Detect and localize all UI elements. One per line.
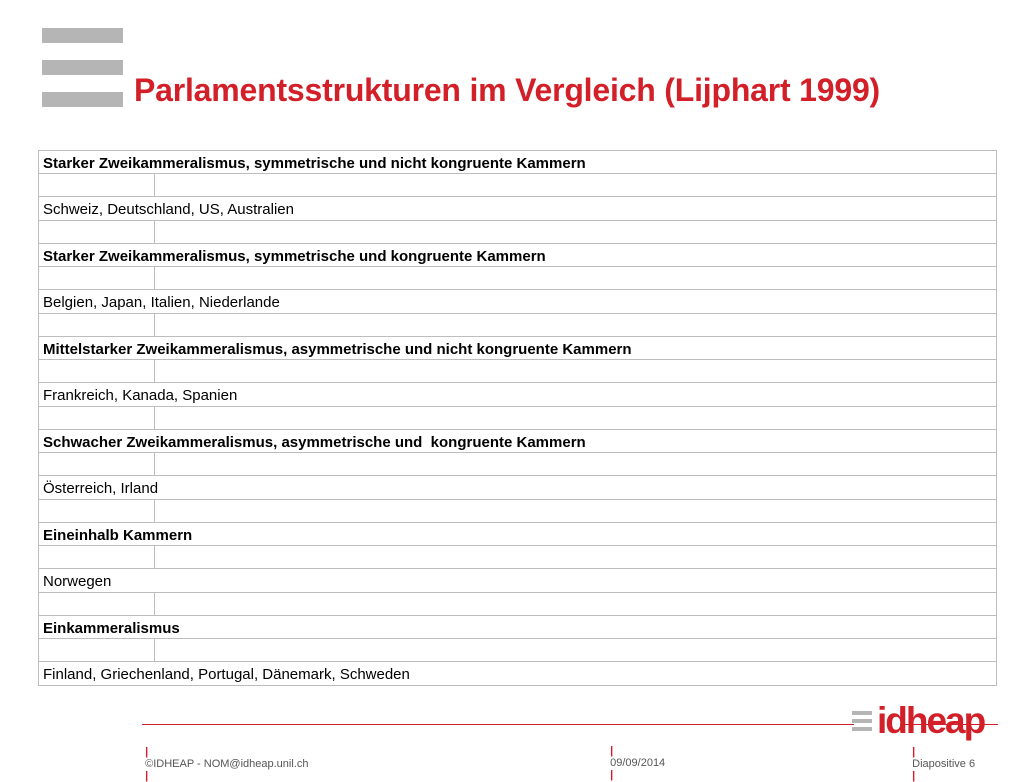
table-category-row	[39, 337, 997, 360]
cell-divider	[154, 407, 155, 429]
logo-bar	[42, 60, 123, 75]
table-category-row	[39, 616, 997, 639]
category-label: Schwacher Zweikammeralismus, asymmetrische und kongruente Kammern	[43, 434, 586, 451]
footer-divider	[142, 724, 854, 725]
footer-slide-number: | Diapositive 6 |	[912, 746, 976, 782]
countries-label: Norwegen	[43, 573, 112, 590]
cell-divider	[154, 639, 155, 661]
countries-label: Österreich, Irland	[43, 480, 159, 497]
table-spacer-row	[39, 639, 997, 662]
countries-label: Frankreich, Kanada, Spanien	[43, 387, 238, 404]
category-label: Starker Zweikammeralismus, symmetrische und nicht kongruente Kammern	[43, 155, 586, 172]
table-category-row	[39, 151, 997, 174]
footer-slide-number-text: Diapositive 6	[912, 758, 976, 770]
footer-date: | 09/09/2014 |	[610, 745, 666, 781]
cell-divider	[154, 360, 155, 382]
cell-divider	[154, 221, 155, 243]
slide-title: Parlamentsstrukturen im Vergleich (Lijphart 1999)	[134, 72, 881, 108]
brand-wordmark: idheap	[877, 700, 985, 741]
table-spacer-row	[39, 500, 997, 523]
footer-date-text: 09/09/2014	[610, 757, 666, 769]
table-category-row	[39, 430, 997, 453]
logo-bar	[42, 28, 123, 43]
table-spacer-row	[39, 174, 997, 197]
category-label: Mittelstarker Zweikammeralismus, asymmetrische und nicht kongruente Kammern	[43, 341, 632, 358]
table-spacer-row	[39, 407, 997, 430]
table-countries-row	[39, 662, 997, 686]
category-label: Eineinhalb Kammern	[43, 527, 193, 544]
table-spacer-row	[39, 453, 997, 476]
logo-bars-icon	[42, 28, 123, 108]
cell-divider	[154, 453, 155, 475]
cell-divider	[154, 267, 155, 289]
table-category-row	[39, 523, 997, 546]
cell-divider	[154, 500, 155, 522]
table-spacer-row	[39, 221, 997, 244]
cell-divider	[154, 174, 155, 196]
cell-divider	[154, 314, 155, 336]
countries-label: Finland, Griechenland, Portugal, Dänemark, Schweden	[43, 666, 410, 683]
table-countries-row	[39, 383, 997, 407]
table-spacer-row	[39, 593, 997, 616]
category-label: Starker Zweikammeralismus, symmetrische und kongruente Kammern	[43, 248, 546, 265]
countries-label: Belgien, Japan, Italien, Niederlande	[43, 294, 280, 311]
comparison-table	[38, 150, 997, 686]
table-countries-row	[39, 569, 997, 593]
countries-label: Schweiz, Deutschland, US, Australien	[43, 201, 294, 218]
table-category-row	[39, 244, 997, 267]
category-label: Einkammeralismus	[43, 620, 180, 637]
table-countries-row	[39, 476, 997, 500]
table-countries-row	[39, 290, 997, 314]
cell-divider	[154, 546, 155, 568]
table-spacer-row	[39, 267, 997, 290]
table-spacer-row	[39, 314, 997, 337]
logo-stripes-icon	[852, 711, 872, 735]
footer-copyright: | ©IDHEAP - NOM@idheap.unil.ch |	[145, 746, 309, 782]
logo-bar	[42, 92, 123, 107]
cell-divider	[154, 593, 155, 615]
table-spacer-row	[39, 360, 997, 383]
footer-copyright-text: ©IDHEAP - NOM@idheap.unil.ch	[145, 758, 309, 770]
table-countries-row	[39, 197, 997, 221]
table-spacer-row	[39, 546, 997, 569]
